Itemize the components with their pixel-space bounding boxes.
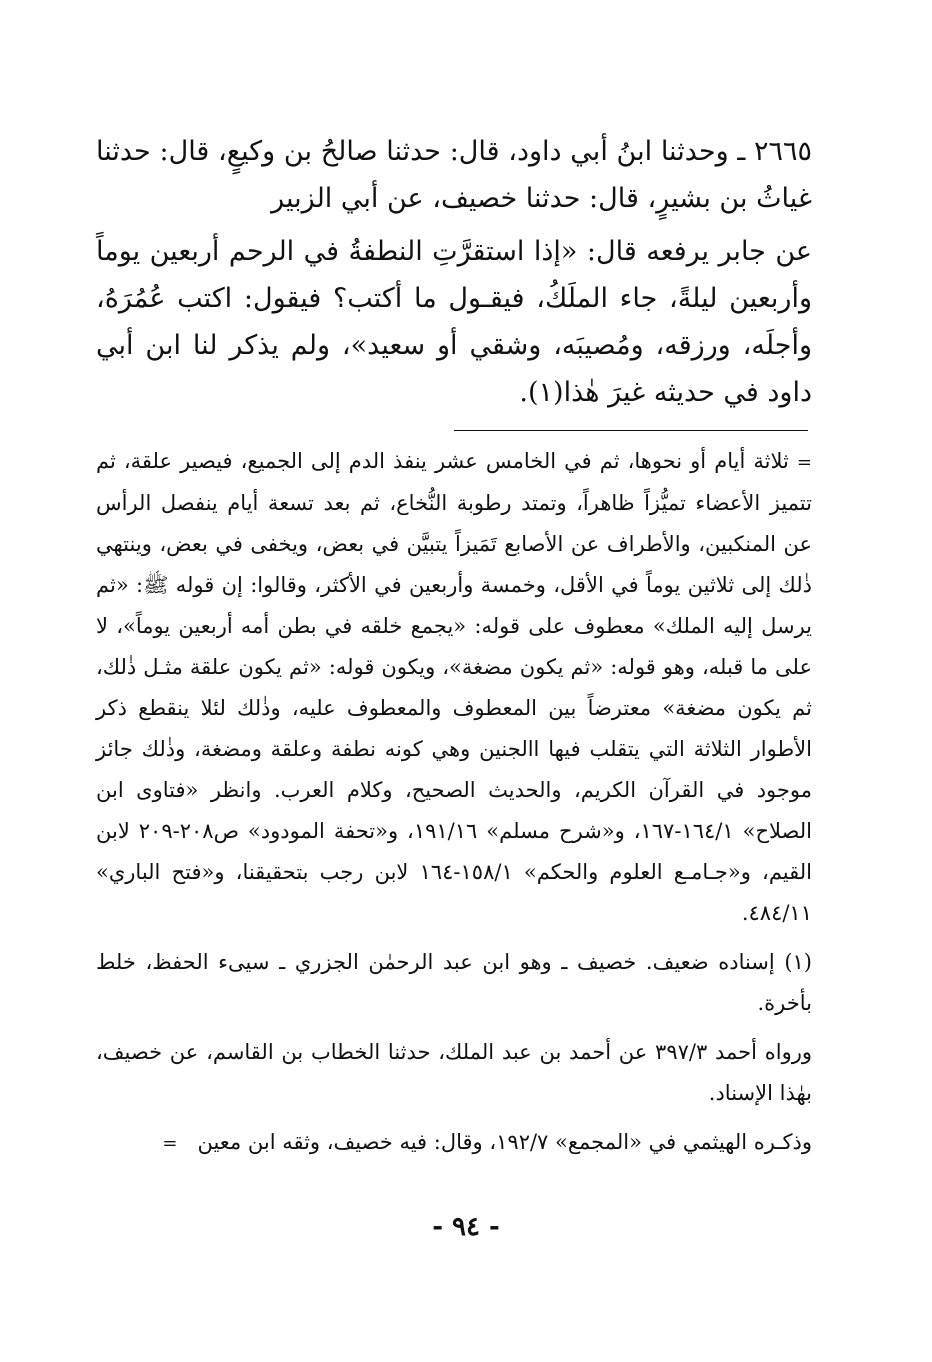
continuation-mark: = xyxy=(796,452,812,473)
footnote-separator xyxy=(454,430,808,431)
footnote-1-haythami-text: وذكـره الهيثمي في «المجمع» ١٩٢/٧، وقال: فيه خصيف، وثقه ابن معين xyxy=(197,1130,812,1154)
footnote-continuation-text: ثلاثة أيام أو نحوها، ثم في الخامس عشر ينفذ الدم إلى الجميع، فيصير علقة، ثم تتميز الأعضاء تميُّزاً ظاهراً، وتمتد رطوبة النُّخاع، ثم بعد تسعة أيام ينفصل الرأس عن المنكبين، والأطراف عن الأصابع تَمَيزاً يتبيَّن في بعض، ويخفى في بعض، وينتهي ذٰلك إلى ثلاثين يوماً في الأقل، وخمسة وأربعين في الأكثر، وقالوا: إن قوله ﷺ: «ثم يرسل إليه الملك» معطوف على قوله: «يجمع خلقه في بطن أمه أربعين يوماً»، لا على ما قبله، وهو قوله: «ثم يكون مضغة»، ويكون قوله: «ثم يكون علقة مثـل ذٰلك، ثم يكون مضغة» معترضاً بين المعطوف والمعطوف عليه، وذٰلك لئلا ينقطع ذكر الأطوار الثلاثة التي يتقلب فيها االجنين وهي كونه نطفة وعلقة ومضغة، وذٰلك جائز موجود في القرآن الكريم، والحديث الصحيح، وكلام العرب. وانظر «فتاوى ابن الصلاح» ١٦٤/١-١٦٧، و«شرح مسلم» ١٩١/١٦، و«تحفة المودود» ص٢٠٨-٢٠٩ لابن القيم، و«جـامـع العلوم والحكم» ١٥٨/١-١٦٤ لابن رجب بتحقيقنا، و«فتح الباري» ٤٨٤/١١. xyxy=(96,449,813,925)
hadith-isnad: ٢٦٦٥ ـ وحدثنا ابنُ أبي داود، قال: حدثنا صالحُ بن وكيعٍ، قال: حدثنا غياثُ بن بشيرٍ، قال: حدثنا خصيف، عن أبي الزبير xyxy=(96,136,812,214)
footnote-1-haythami xyxy=(96,1122,812,1164)
main-text xyxy=(96,128,812,416)
page-body xyxy=(96,128,812,1164)
footnote-1-ahmad: ورواه أحمد ٣٩٧/٣ عن أحمد بن عبد الملك، حدثنا الخطاب بن القاسم، عن خصيف، بهٰذا الإسناد. xyxy=(96,1040,812,1105)
continues-mark: = xyxy=(162,1133,178,1154)
footnote-1: (١) إسناده ضعيف. خصيف ـ وهو ابن عبد الرحمٰن الجزري ـ سيىء الحفظ، خلط بأخرة. xyxy=(96,950,812,1015)
footnotes xyxy=(96,441,812,1164)
page-number: - ٩٤ - xyxy=(432,1212,500,1242)
footnote-continuation xyxy=(96,441,812,934)
footnote-separator-wrap xyxy=(96,430,812,431)
hadith-matn: عن جابر يرفعه قال: «إذا استقرَّتِ النطفةُ في الرحم أربعين يوماً وأربعين ليلةً، جاء الملَكُ، فيقـول ما أكتب؟ فيقول: اكتب عُمُرَهُ، وأجلَه، ورزقه، ومُصيبَه، وشقي أو سعيد»، ولم يذكر لنا ابن أبي داود في حديثه غيرَ هٰذا(١). xyxy=(96,236,812,408)
